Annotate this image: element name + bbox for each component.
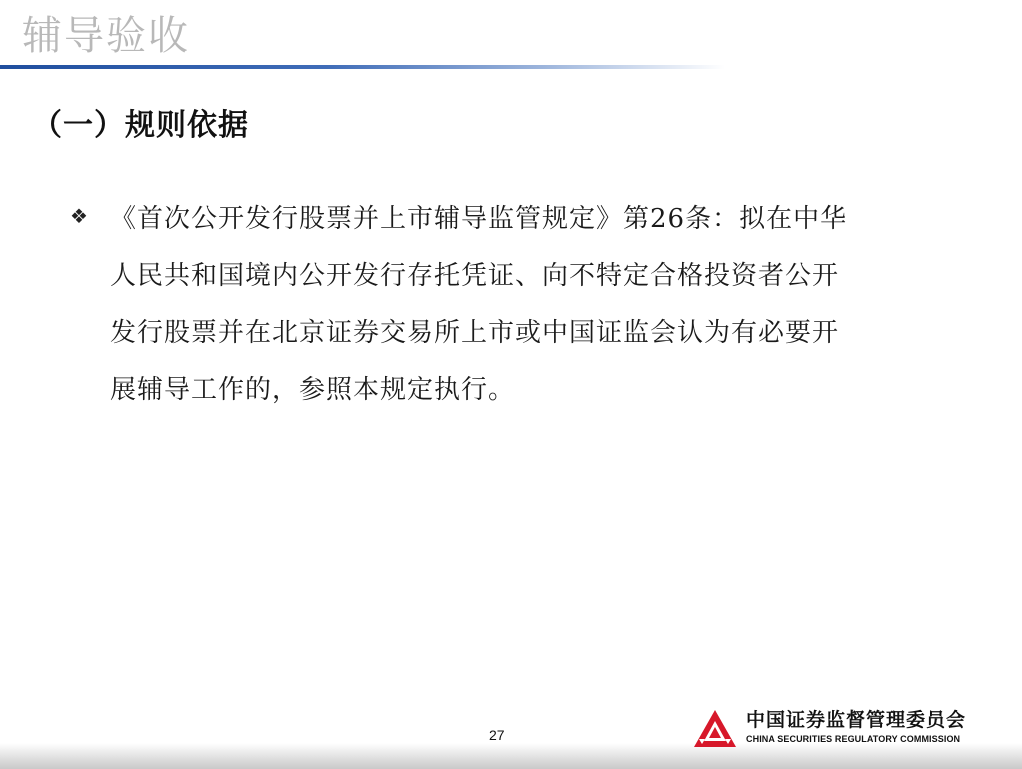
diamond-bullet-icon: ❖ <box>70 204 88 228</box>
slide-title: 辅导验收 <box>22 13 190 59</box>
csrc-logo <box>693 707 993 753</box>
bullet-text-line: 《首次公开发行股票并上市辅导监管规定》第26条：拟在中华 <box>110 204 848 234</box>
section-heading: （一）规则依据 <box>32 108 249 143</box>
csrc-logo-icon <box>693 709 737 749</box>
bullet-text-line: 发行股票并在北京证券交易所上市或中国证监会认为有必要开 <box>110 318 840 348</box>
bullet-text <box>110 191 930 419</box>
bullet-text-line: 展辅导工作的，参照本规定执行。 <box>110 375 516 405</box>
page-number: 27 <box>489 727 505 743</box>
bullet-text-line: 人民共和国境内公开发行存托凭证、向不特定合格投资者公开 <box>110 261 840 291</box>
title-underline <box>0 65 725 69</box>
logo-name-english: CHINA SECURITIES REGULATORY COMMISSION <box>746 734 961 744</box>
logo-name-chinese: 中国证券监督管理委员会 <box>746 709 967 731</box>
